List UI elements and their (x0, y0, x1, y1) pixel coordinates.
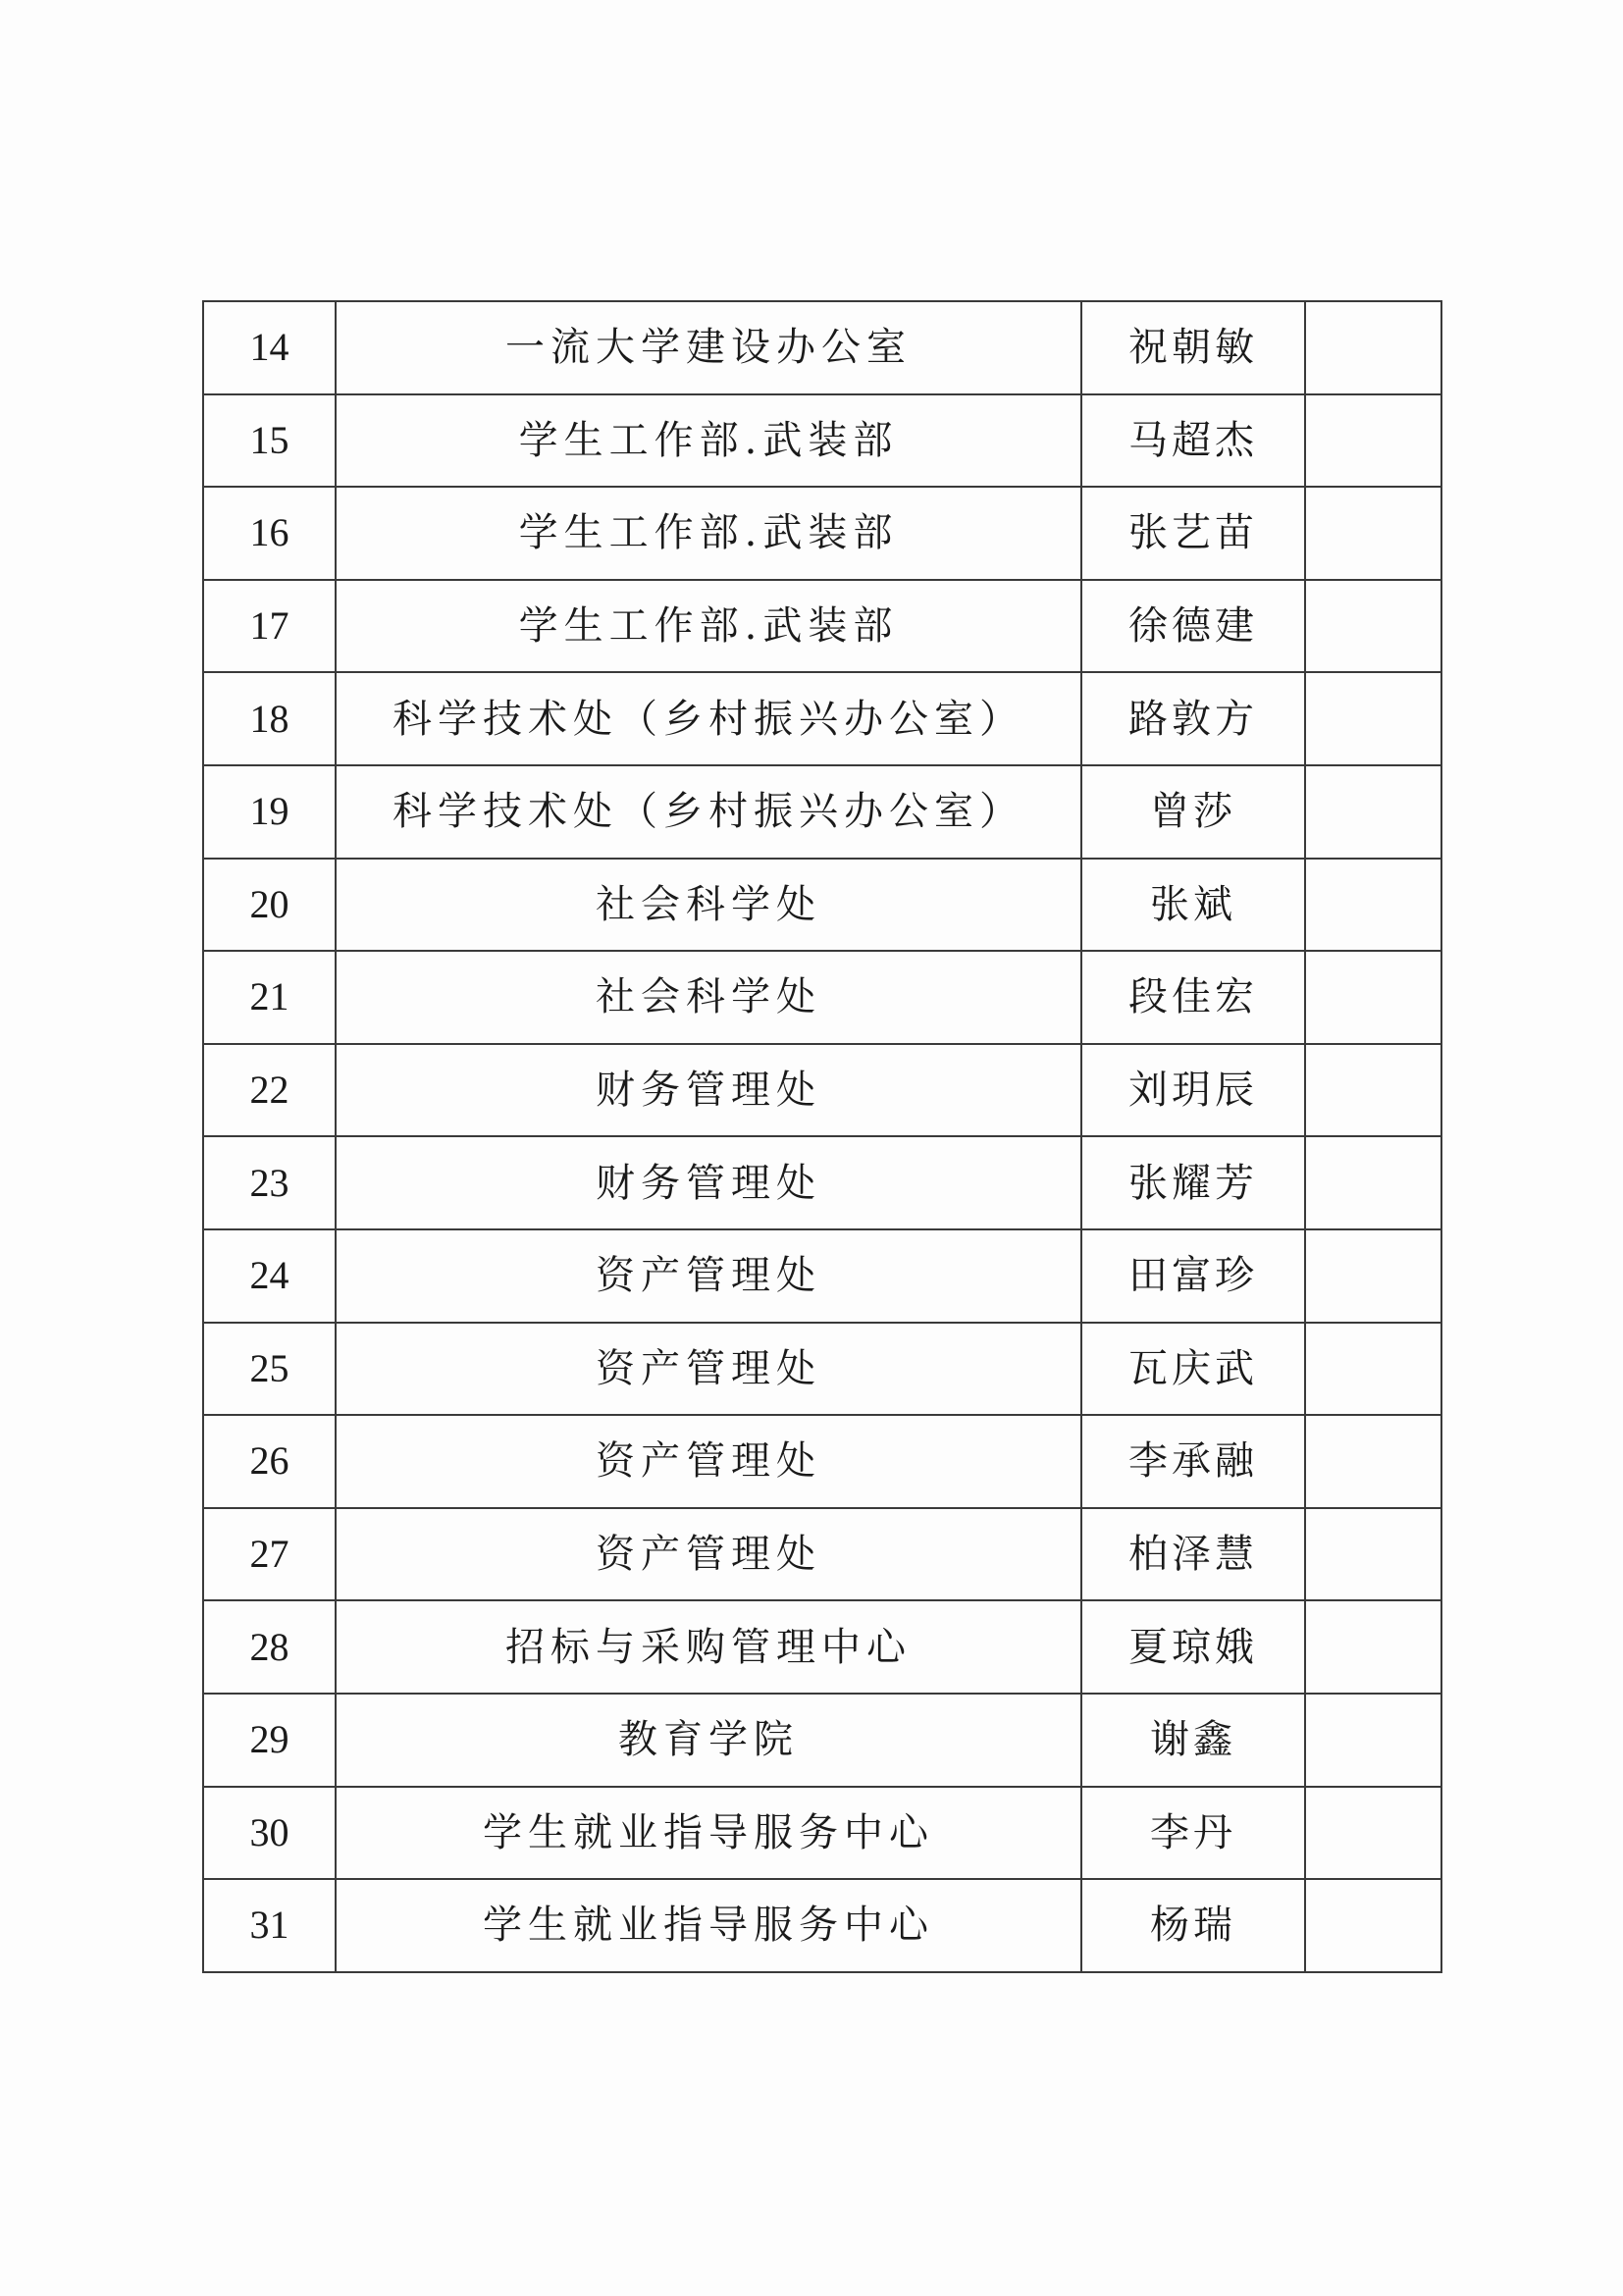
person-name-cell: 祝朝敏 (1081, 301, 1305, 394)
department-cell: 学生就业指导服务中心 (336, 1879, 1081, 1972)
department-cell: 资产管理处 (336, 1229, 1081, 1323)
person-name-cell: 张斌 (1081, 859, 1305, 952)
remarks-cell (1305, 1415, 1441, 1508)
table-row (203, 1323, 1441, 1416)
department-cell: 资产管理处 (336, 1415, 1081, 1508)
remarks-cell (1305, 951, 1441, 1044)
person-name-cell: 柏泽慧 (1081, 1508, 1305, 1601)
table-row (203, 1415, 1441, 1508)
person-name-cell: 张艺苗 (1081, 487, 1305, 580)
person-name-cell: 马超杰 (1081, 394, 1305, 488)
table-row (203, 487, 1441, 580)
table-row (203, 1508, 1441, 1601)
person-name-cell: 段佳宏 (1081, 951, 1305, 1044)
roster-table-body (203, 301, 1441, 1972)
department-cell: 学生工作部.武装部 (336, 394, 1081, 488)
department-cell: 科学技术处（乡村振兴办公室） (336, 765, 1081, 859)
table-row (203, 1229, 1441, 1323)
person-name-cell: 曾莎 (1081, 765, 1305, 859)
row-number-cell: 28 (203, 1600, 336, 1694)
table-row (203, 394, 1441, 488)
remarks-cell (1305, 301, 1441, 394)
row-number-cell: 30 (203, 1787, 336, 1880)
remarks-cell (1305, 672, 1441, 765)
department-cell: 教育学院 (336, 1694, 1081, 1787)
row-number-cell: 15 (203, 394, 336, 488)
remarks-cell (1305, 1694, 1441, 1787)
table-row (203, 1879, 1441, 1972)
person-name-cell: 夏琼娥 (1081, 1600, 1305, 1694)
roster-table (202, 300, 1442, 1973)
row-number-cell: 26 (203, 1415, 336, 1508)
table-row (203, 580, 1441, 673)
person-name-cell: 谢鑫 (1081, 1694, 1305, 1787)
row-number-cell: 14 (203, 301, 336, 394)
row-number-cell: 29 (203, 1694, 336, 1787)
table-row (203, 859, 1441, 952)
remarks-cell (1305, 1229, 1441, 1323)
remarks-cell (1305, 859, 1441, 952)
person-name-cell: 杨瑞 (1081, 1879, 1305, 1972)
department-cell: 科学技术处（乡村振兴办公室） (336, 672, 1081, 765)
department-cell: 社会科学处 (336, 859, 1081, 952)
department-cell: 一流大学建设办公室 (336, 301, 1081, 394)
department-cell: 资产管理处 (336, 1508, 1081, 1601)
table-row (203, 1044, 1441, 1137)
department-cell: 资产管理处 (336, 1323, 1081, 1416)
row-number-cell: 31 (203, 1879, 336, 1972)
table-row (203, 1136, 1441, 1229)
person-name-cell: 田富珍 (1081, 1229, 1305, 1323)
table-row (203, 672, 1441, 765)
person-name-cell: 李丹 (1081, 1787, 1305, 1880)
row-number-cell: 20 (203, 859, 336, 952)
row-number-cell: 23 (203, 1136, 336, 1229)
person-name-cell: 瓦庆武 (1081, 1323, 1305, 1416)
person-name-cell: 张耀芳 (1081, 1136, 1305, 1229)
department-cell: 学生工作部.武装部 (336, 487, 1081, 580)
department-cell: 社会科学处 (336, 951, 1081, 1044)
row-number-cell: 21 (203, 951, 336, 1044)
table-row (203, 1694, 1441, 1787)
person-name-cell: 路敦方 (1081, 672, 1305, 765)
department-cell: 财务管理处 (336, 1044, 1081, 1137)
department-cell: 招标与采购管理中心 (336, 1600, 1081, 1694)
row-number-cell: 17 (203, 580, 336, 673)
remarks-cell (1305, 1879, 1441, 1972)
row-number-cell: 25 (203, 1323, 336, 1416)
row-number-cell: 16 (203, 487, 336, 580)
person-name-cell: 李承融 (1081, 1415, 1305, 1508)
person-name-cell: 徐德建 (1081, 580, 1305, 673)
remarks-cell (1305, 1136, 1441, 1229)
table-row (203, 951, 1441, 1044)
remarks-cell (1305, 1508, 1441, 1601)
remarks-cell (1305, 487, 1441, 580)
remarks-cell (1305, 1600, 1441, 1694)
remarks-cell (1305, 394, 1441, 488)
department-cell: 学生工作部.武装部 (336, 580, 1081, 673)
table-row (203, 1600, 1441, 1694)
remarks-cell (1305, 1044, 1441, 1137)
table-row (203, 301, 1441, 394)
row-number-cell: 19 (203, 765, 336, 859)
person-name-cell: 刘玥辰 (1081, 1044, 1305, 1137)
table-row (203, 765, 1441, 859)
row-number-cell: 27 (203, 1508, 336, 1601)
remarks-cell (1305, 580, 1441, 673)
department-cell: 财务管理处 (336, 1136, 1081, 1229)
row-number-cell: 22 (203, 1044, 336, 1137)
row-number-cell: 24 (203, 1229, 336, 1323)
row-number-cell: 18 (203, 672, 336, 765)
remarks-cell (1305, 765, 1441, 859)
table-row (203, 1787, 1441, 1880)
remarks-cell (1305, 1323, 1441, 1416)
department-cell: 学生就业指导服务中心 (336, 1787, 1081, 1880)
remarks-cell (1305, 1787, 1441, 1880)
